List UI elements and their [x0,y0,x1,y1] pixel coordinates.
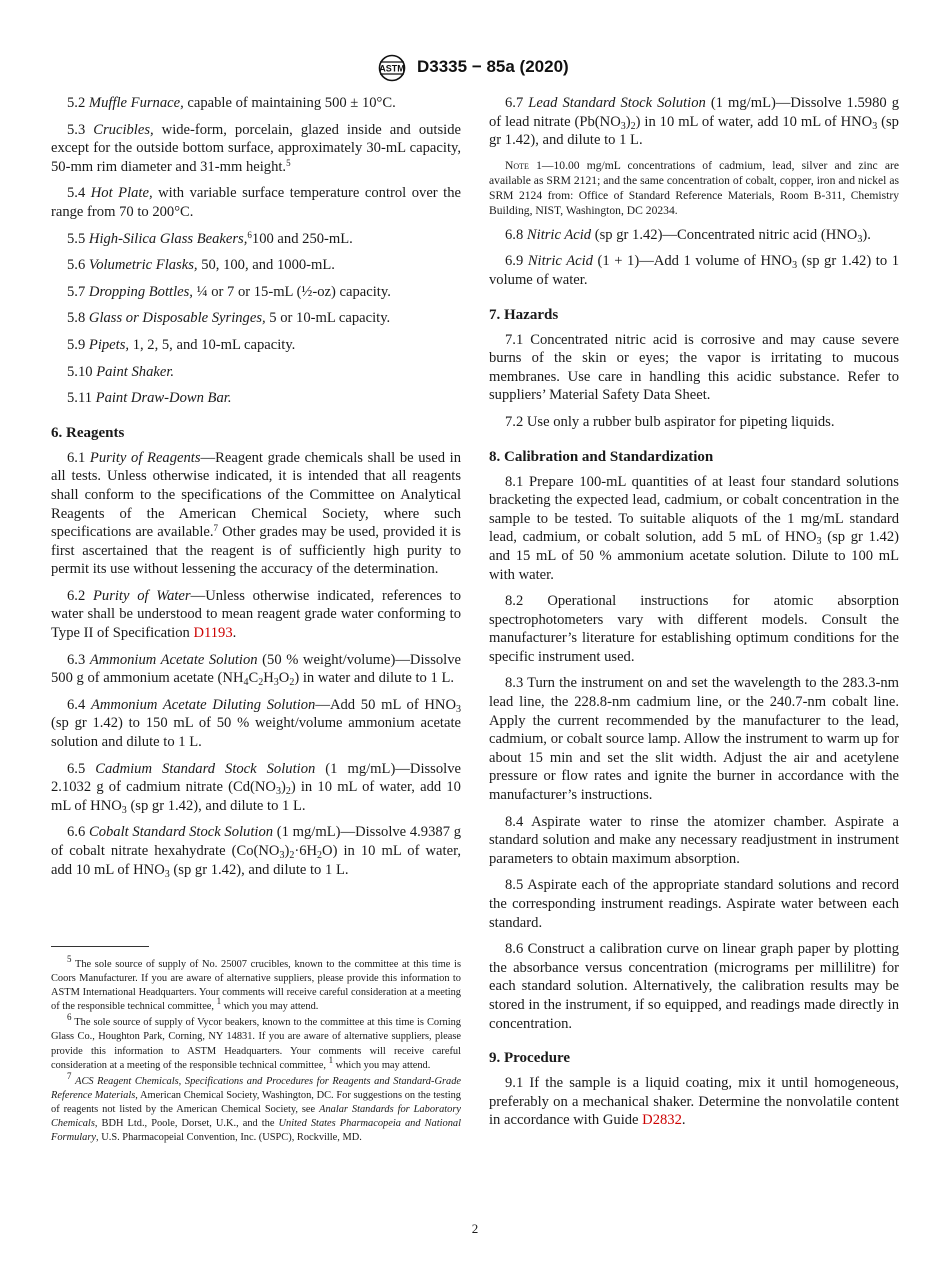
section-5-8: 5.8 Glass or Disposable Syringes, 5 or 10-mL capacity. [67,310,391,327]
footnote-7: $^7$ ACS Reagent Chemicals, Specifications and Procedures for Reagents and Standard-Grade Reference Materials, American Chemical Society, Washington, DC. For suggestions on the testing of reagents not listed by the American Chemical Society, see Analar Standards for Laboratory Chemicals, BDH Ltd., Poole, Dorset, U.K., and the United States Pharmacopeia and National Formulary, U.S. Pharmacopeial Convention, Inc. (USPC), Rockville, MD. [51,1070,461,1144]
svg-text:ASTM: ASTM [379,63,405,74]
footnotes [51,954,461,1147]
link-d2832[interactable]: D2832 [642,1112,682,1129]
section-6-7: 6.7 Lead Standard Stock Solution (1 mg/mL)—Dissolve 1.5980 g of lead nitrate $(Pb(NO_3)_2)$ in 10 mL of water, add 10 mL of $HNO_3$ (sp gr 1.42), and dilute to 1 L. [489,95,900,149]
section-8-4: 8.4 Aspirate water to rinse the atomizer chamber. Aspirate a standard solution and make any necessary readjustment in instrument parameters to obtain maximum absorption. [489,813,899,867]
right-column [489,94,899,1138]
section-6-9: 6.9 Nitric Acid (1 + 1)—Add 1 volume of $HNO_3$ (sp gr 1.42) to 1 volume of water. [489,253,899,288]
section-6-5: 6.5 Cadmium Standard Stock Solution (1 mg/mL)—Dissolve 2.1032 g of cadmium nitrate $(Cd(NO_3)_2)$ in 10 mL of water, add 10 mL of $HNO_3$ (sp gr 1.42), and dilute to 1 L. [51,760,461,816]
page-header [0,54,950,84]
section-8-6: 8.6 Construct a calibration curve on linear graph paper by plotting the absorbance versus concentration (micrograms per millilitre) for each standard solution. Alternatively, the calibration results may be stored in the instrument, if so equipped, and readings made directly in concentration. [489,941,899,1032]
section-7-2: 7.2 Use only a rubber bulb aspirator for pipeting liquids. [505,413,835,430]
section-5-6: 5.6 Volumetric Flasks, 50, 100, and 1000-mL. [67,257,335,274]
section-8-3: 8.3 Turn the instrument on and set the wavelength to the 283.3-nm lead line, the 228.8-nm cadmium line, or the 240.7-nm cobalt line. Apply the current recommended by the manufacturer to the lead, cadmium, or cobalt source lamp. Allow the instrument to warm up for about 15 min and set the slit width. Adjust the air and acetylene pressure or flow rates and ignite the burner in accordance with the manufacturer’s instructions. [489,675,899,804]
section-9-1: 9.1 If the sample is a liquid coating, mix it until homogeneous, preferably on a mechanical shaker. Determine the nonvolatile content in accordance with Guide D2832. [489,1075,899,1129]
left-column [51,94,461,887]
note-1: Note 1—10.00 mg/mL concentrations of cadmium, lead, silver and zinc are available as SRM 2121; and the same concentration of cobalt, copper, iron and nickel as SRM 2124 from: Office of Standard Reference Materials, Room B-311, Chemistry Building, NIST, Washington, DC 20234. [489,158,899,217]
section-5-7: 5.7 Dropping Bottles, ¼ or 7 or 15-mL (½-oz) capacity. [67,283,391,300]
section-5-11: 5.11 Paint Draw-Down Bar. [67,390,232,407]
section-8-2: 8.2 Operational instructions for atomic absorption spectrophotometers vary with different models. Consult the manufacturer’s literature for establishing optimum conditions for the specific instrument used. [489,593,899,665]
heading-hazards: 7. Hazards [489,306,559,323]
section-5-5: 5.5 High-Silica Glass Beakers,$^6$100 and 250-mL. [67,229,353,247]
footnote-5: $^5$ The sole source of supply of No. 25007 crucibles, known to the committee at this time is Coors Manufacturer. If you are aware of alternative suppliers, please provide this information to ASTM International Headquarters. Your comments will receive careful consideration at a meeting of the responsible technical committee, $^1$ which you may attend. [51,954,461,1013]
section-6-3: 6.3 Ammonium Acetate Solution (50 % weight/volume)—Dissolve 500 g of ammonium acetate $(NH_4C_2H_3O_2)$ in water and dilute to 1 L. [51,651,461,689]
section-6-8: 6.8 Nitric Acid (sp gr 1.42)—Concentrated nitric acid $(HNO_3)$. [505,226,871,245]
heading-reagents: 6. Reagents [51,424,125,441]
section-6-1: 6.1 Purity of Reagents—Reagent grade chemicals shall be used in all tests. Unless otherwise indicated, it is intended that all reagents shall conform to the specifications of the Committee on Analytical Reagents of the American Chemical Society, where such specifications are available.$^7$ Other grades may be used, provided it is first ascertained that the reagent is of sufficiently high purity to permit its use without lessening the accuracy of the determination. [51,449,462,578]
section-5-10: 5.10 Paint Shaker. [67,363,175,380]
section-5-2: 5.2 Muffle Furnace, capable of maintaining 500 ± 10°C. [67,95,396,111]
footnote-6: $^6$ The sole source of supply of Vycor beakers, known to the committee at this time is Corning Glass Co., Houghton Park, Corning, NY 14831. If you are aware of alternative suppliers, please provide this information to ASTM Headquarters. Your comments will receive careful consideration at a meeting of the responsible technical committee, $^1$ which you may attend. [51,1012,461,1071]
section-6-6: 6.6 Cobalt Standard Stock Solution (1 mg/mL)—Dissolve 4.9387 g of cobalt nitrate hexahydrate $(Co(NO_3)_2\cdot 6H_2O)$ in 10 mL of water, add 10 mL of $HNO_3$ (sp gr 1.42), and dilute to 1 L. [51,824,461,880]
document-designation: D3335 − 85a (2020) [417,57,569,76]
link-d1193[interactable]: D1193 [193,625,233,642]
section-6-4: 6.4 Ammonium Acetate Diluting Solution—Add 50 mL of $HNO_3$ (sp gr 1.42) to 150 mL of 50 % weight/volume ammonium acetate solution and dilute to 1 L. [51,696,461,751]
section-8-1: 8.1 Prepare 100-mL quantities of at least four standard solutions bracketing the expected lead, cadmium, or cobalt concentration in the sample to be tested. To suitable aliquots of the 1 mg/mL standard lead, cadmium, or cobalt solution, add 5 mL of $HNO_3$ (sp gr 1.42) and 15 mL of 50 % ammonium acetate solution. Dilute to 100 mL with water. [489,473,899,583]
section-8-5: 8.5 Aspirate each of the appropriate standard solutions and record the corresponding instrument readings. Aspirate water between each standard. [489,877,899,931]
page-number: 2 [471,1221,479,1236]
astm-logo-icon [374,54,410,82]
heading-calibration: 8. Calibration and Standardization [489,448,714,465]
heading-procedure: 9. Procedure [489,1050,571,1067]
section-5-4: 5.4 Hot Plate, with variable surface temperature control over the range from 70 to 200°C. [51,185,461,220]
footnote-divider [51,946,149,947]
section-5-9: 5.9 Pipets, 1, 2, 5, and 10-mL capacity. [67,336,296,353]
section-5-3: 5.3 Crucibles, wide-form, porcelain, glazed inside and outside except for the outside bottom surface, approximately 30-mL capacity, 50-mm rim diameter and 31-mm height.$^5$ [51,121,461,175]
section-6-2: 6.2 Purity of Water—Unless otherwise indicated, references to water shall be understood to mean reagent grade water conforming to Type II of Specification D1193. [51,587,461,642]
section-7-1: 7.1 Concentrated nitric acid is corrosive and may cause severe burns of the skin or eyes; the vapor is irritating to mucous membranes. Use care in handling this acidic substance. Refer to suppliers’ Material Safety Data Sheet. [489,331,899,404]
